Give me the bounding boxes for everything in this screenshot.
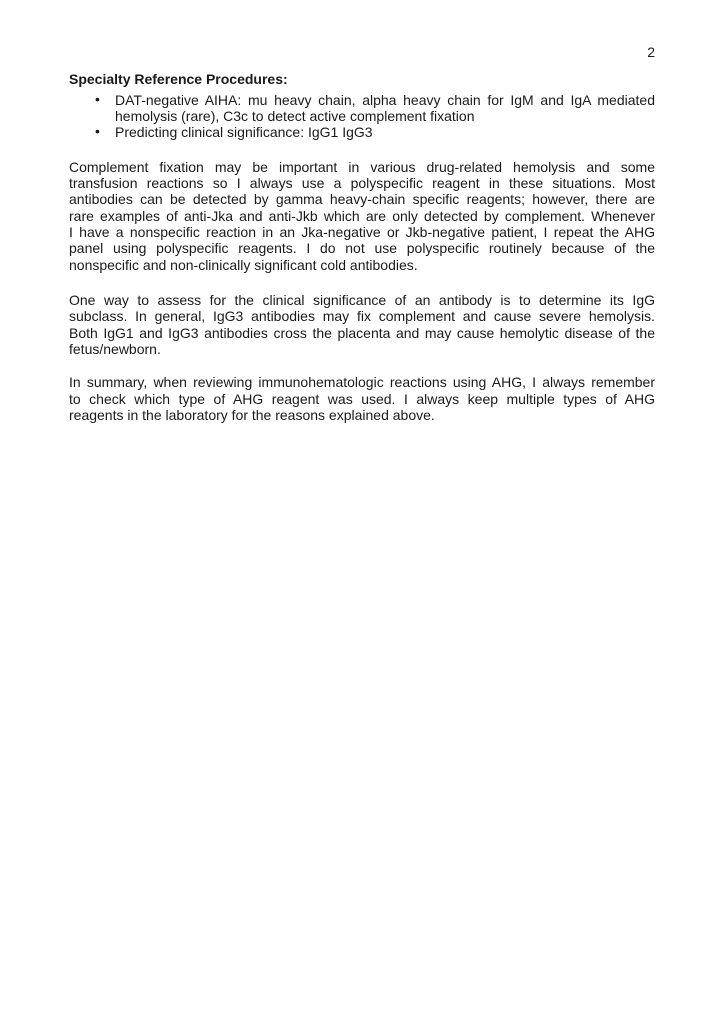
bullet-text-line: Predicting clinical significance: IgG1 IgG3 [115, 124, 373, 141]
list-item [69, 92, 655, 125]
paragraph-line: In summary, when reviewing immunohematologic reactions using AHG, I always remember [69, 374, 655, 391]
paragraph [69, 292, 655, 357]
bullet-marker: • [95, 90, 100, 107]
page-number: 2 [647, 44, 655, 60]
paragraph-line: nonspecific and non-clinically significant cold antibodies. [69, 256, 418, 273]
bullet-marker: • [95, 123, 100, 140]
paragraph-line: panel using polyspecific reagents. I do not use polyspecific routinely because of the [69, 240, 655, 257]
paragraph-line: transfusion reactions so I always use a polyspecific reagent in these situations. Most [69, 174, 655, 191]
paragraph [69, 159, 655, 273]
paragraph-line: fetus/newborn. [69, 340, 161, 357]
paragraph-line: One way to assess for the clinical significance of an antibody is to determine its IgG [69, 291, 655, 308]
paragraph-line: I have a nonspecific reaction in an Jka-negative or Jkb-negative patient, I repeat the AHG [69, 223, 655, 240]
paragraph-line: Both IgG1 and IgG3 antibodies cross the placenta and may cause hemolytic disease of the [69, 324, 655, 341]
bullet-list [69, 92, 655, 141]
bullet-text-line: DAT-negative AIHA: mu heavy chain, alpha heavy chain for IgM and IgA mediated [115, 91, 655, 108]
bullet-text-line: hemolysis (rare), C3c to detect active complement fixation [115, 107, 475, 124]
paragraph-line: subclass. In general, IgG3 antibodies may fix complement and cause severe hemolysis. [69, 308, 655, 325]
list-item [69, 124, 655, 140]
paragraph-line: to check which type of AHG reagent was used. I always keep multiple types of AHG [69, 390, 655, 407]
paragraph-line: rare examples of anti-Jka and anti-Jkb which are only detected by complement. Whenever [69, 207, 655, 224]
paragraph [69, 374, 655, 423]
paragraph-line: Complement fixation may be important in various drug-related hemolysis and some [69, 158, 655, 175]
section-heading: Specialty Reference Procedures: [69, 71, 288, 88]
paragraph-line: antibodies can be detected by gamma heavy-chain specific reagents; however, there are [69, 191, 655, 208]
paragraph-line: reagents in the laboratory for the reasons explained above. [69, 406, 435, 423]
